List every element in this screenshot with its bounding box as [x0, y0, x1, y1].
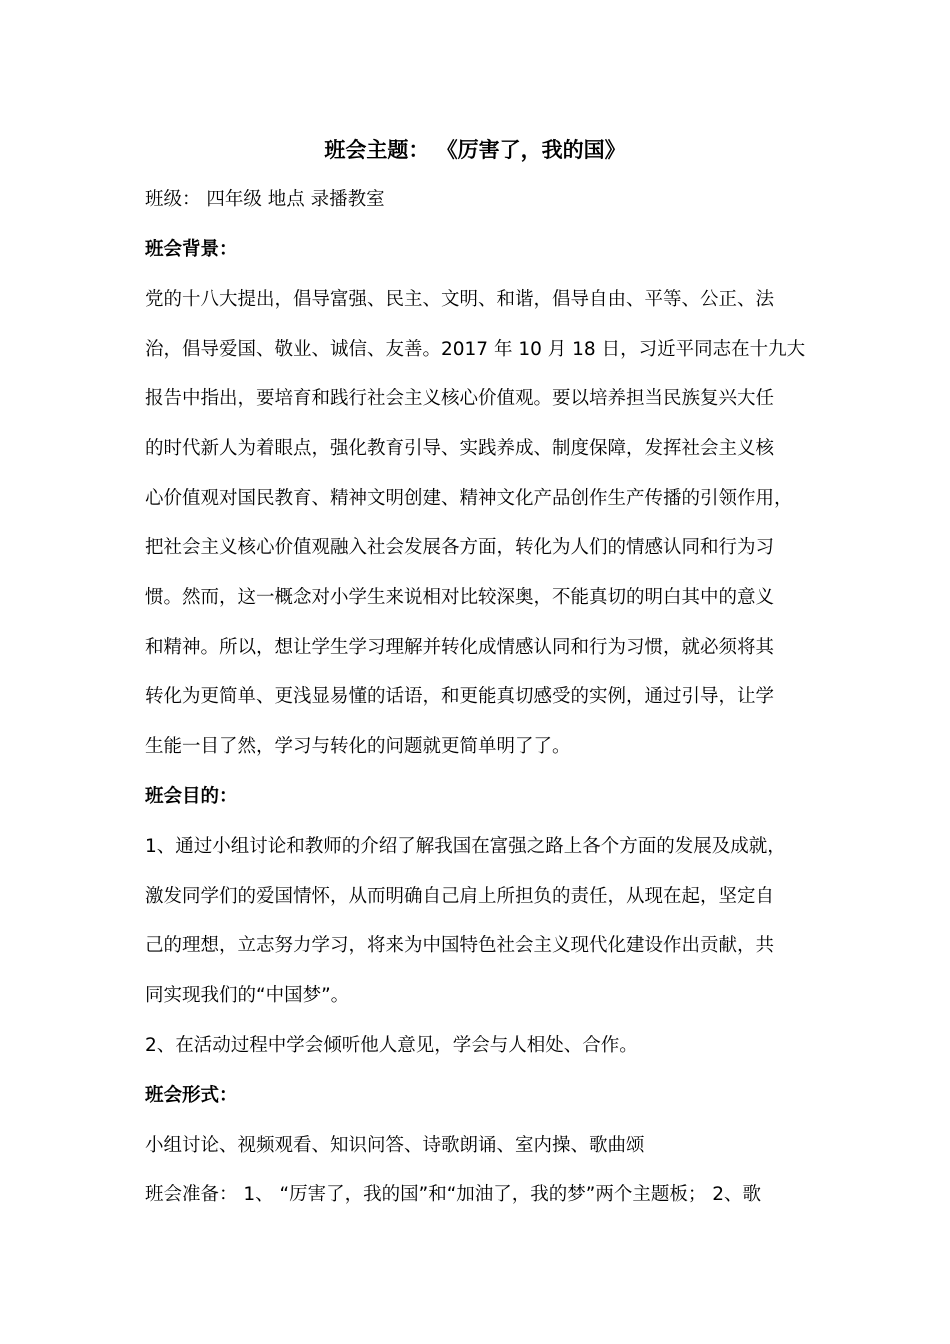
background-paragraph-line: 治，倡导爱国、敬业、诚信、友善。2017 年 10 月 18 日，习近平同志在十九大: [145, 339, 806, 360]
purpose-line: 同实现我们的“中国梦”。: [145, 985, 350, 1006]
purpose-line: 激发同学们的爱国情怀，从而明确自己肩上所担负的责任，从现在起，坚定自: [145, 886, 775, 907]
background-paragraph-line: 报告中指出，要培育和践行社会主义核心价值观。要以培养担当民族复兴大任: [145, 388, 775, 409]
background-paragraph-line: 党的十八大提出，倡导富强、民主、文明、和谐，倡导自由、平等、公正、法: [145, 289, 775, 310]
background-paragraph-line: 心价值观对国民教育、精神文明创建、精神文化产品创作生产传播的引领作用，: [145, 488, 793, 509]
background-heading: 班会背景：: [145, 239, 238, 260]
background-paragraph-line: 的时代新人为着眼点，强化教育引导、实践养成、制度保障，发挥社会主义核: [145, 438, 775, 459]
background-paragraph-line: 惯。然而，这一概念对小学生来说相对比较深奥，不能真切的明白其中的意义: [145, 587, 775, 608]
format-heading: 班会形式：: [145, 1085, 238, 1106]
purpose-line: 己的理想，立志努力学习，将来为中国特色社会主义现代化建设作出贡献，共: [145, 935, 775, 956]
purpose-line: 2、在活动过程中学会倾听他人意见，学会与人相处、合作。: [145, 1035, 638, 1056]
background-paragraph-line: 把社会主义核心价值观融入社会发展各方面，转化为人们的情感认同和行为习: [145, 537, 775, 558]
background-paragraph-line: 和精神。所以，想让学生学习理解并转化成情感认同和行为习惯，就必须将其: [145, 637, 775, 658]
background-paragraph-line: 转化为更简单、更浅显易懂的话语，和更能真切感受的实例，通过引导，让学: [145, 686, 775, 707]
purpose-line: 1、通过小组讨论和教师的介绍了解我国在富强之路上各个方面的发展及成就，: [145, 836, 786, 857]
document-title: 班会主题： 《厉害了，我的国》: [324, 138, 626, 162]
format-text: 小组讨论、视频观看、知识问答、诗歌朗诵、室内操、歌曲颂: [145, 1135, 645, 1156]
purpose-heading: 班会目的：: [145, 786, 238, 807]
class-info: 班级： 四年级 地点 录播教室: [145, 189, 385, 210]
background-paragraph-line: 生能一目了然，学习与转化的问题就更简单明了了。: [145, 736, 571, 757]
preparation-text: 班会准备： 1、 “厉害了，我的国”和“加油了，我的梦”两个主题板； 2、歌: [145, 1184, 762, 1205]
